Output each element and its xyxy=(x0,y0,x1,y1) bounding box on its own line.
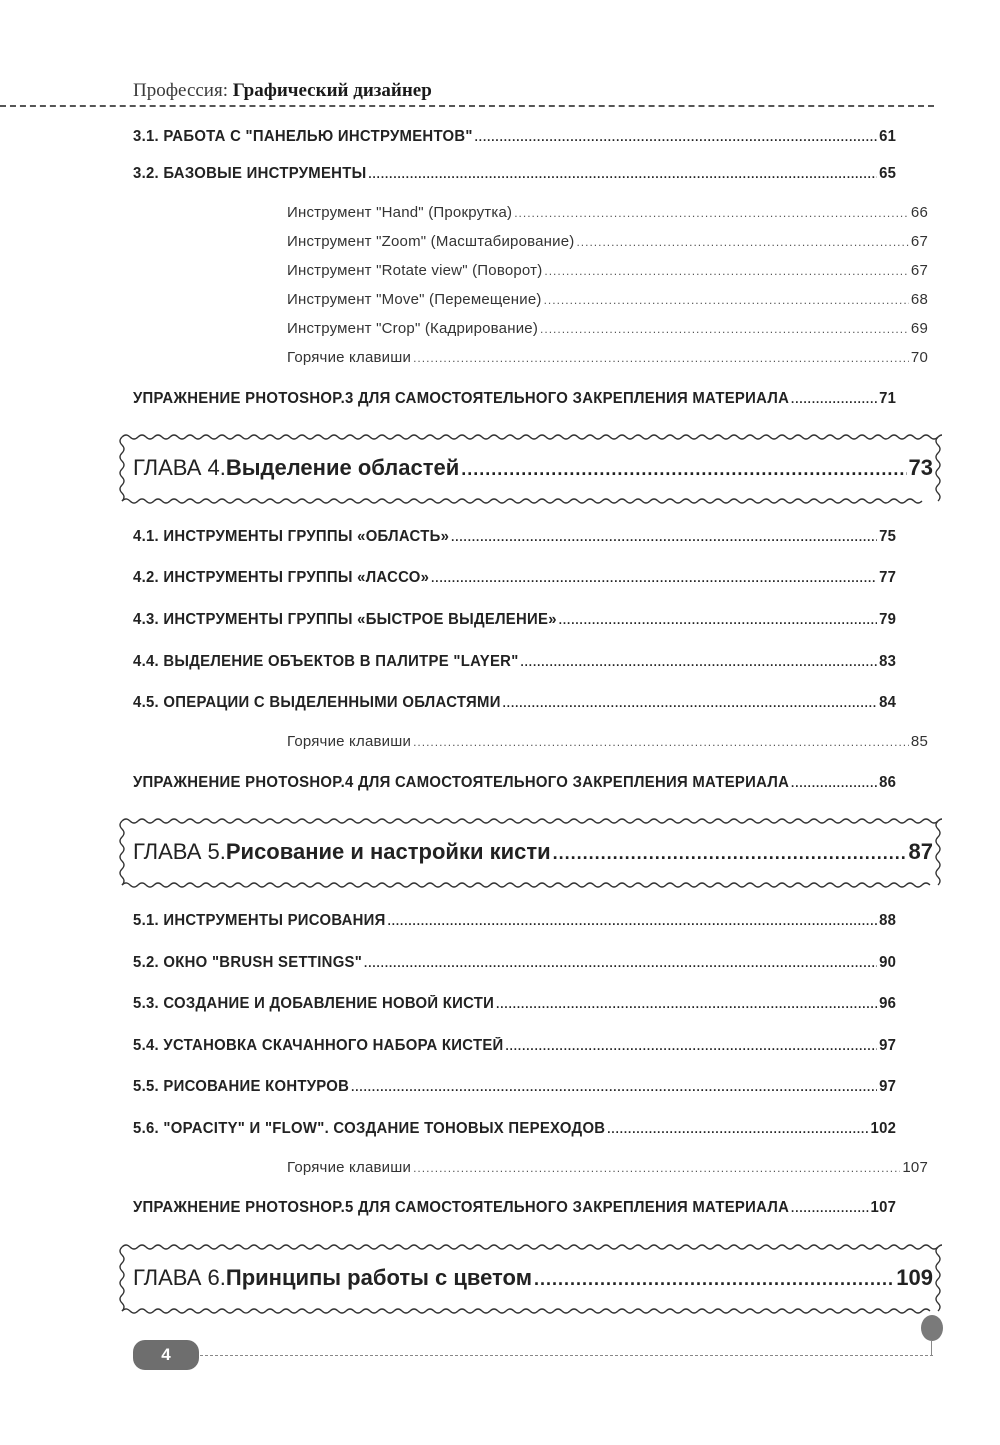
page-ref: 77 xyxy=(879,569,897,586)
footer-divider xyxy=(200,1355,933,1356)
toc-subentry-hand[interactable]: Инструмент "Hand" (Прокрутка) ..... 66 xyxy=(287,204,928,221)
page-ref: 84 xyxy=(879,694,897,711)
toc-entry-4-1[interactable]: 4.1. ИНСТРУМЕНТЫ ГРУППЫ «ОБЛАСТЬ» ..... 75 xyxy=(133,528,896,546)
page-ref: 90 xyxy=(879,954,897,971)
toc-subentry-rotate-view[interactable]: Инструмент "Rotate view" (Поворот) ..... 67 xyxy=(287,262,928,279)
dot-leader xyxy=(534,1269,894,1290)
dot-leader xyxy=(607,1122,868,1136)
page-ref: 88 xyxy=(879,912,897,929)
pin-stem xyxy=(931,1340,932,1355)
chapter-6-box[interactable] xyxy=(118,1243,942,1315)
page-ref: 66 xyxy=(910,204,928,221)
chapter-4-box[interactable] xyxy=(118,433,942,505)
header-prefix: Профессия: xyxy=(133,80,233,101)
page-ref: 67 xyxy=(910,262,928,279)
page-ref: 65 xyxy=(879,165,897,182)
header-divider xyxy=(0,105,934,107)
header-title: Графический дизайнер xyxy=(232,80,432,101)
toc-subentry-hotkeys-5[interactable]: Горячие клавиши ..... 107 xyxy=(287,1159,928,1176)
running-header xyxy=(133,80,432,102)
dot-leader xyxy=(503,696,878,710)
dot-leader xyxy=(544,264,909,278)
chapter-label: ГЛАВА 6. xyxy=(133,1265,226,1290)
chapter-label: ГЛАВА 4. xyxy=(133,455,226,480)
page-ref: 107 xyxy=(902,1159,928,1176)
toc-entry-5-3[interactable]: 5.3. СОЗДАНИЕ И ДОБАВЛЕНИЕ НОВОЙ КИСТИ ..... 96 xyxy=(133,995,896,1013)
toc-subentry-hotkeys-3[interactable]: Горячие клавиши ..... 70 xyxy=(287,349,928,366)
toc-entry-5-2[interactable]: 5.2. ОКНО "BRUSH SETTINGS" ..... 90 xyxy=(133,954,896,972)
dot-leader xyxy=(520,655,877,669)
page-ref: 109 xyxy=(896,1265,933,1290)
dot-leader xyxy=(553,843,907,864)
page-ref: 96 xyxy=(879,995,897,1012)
toc-entry-3-2[interactable]: 3.2. БАЗОВЫЕ ИНСТРУМЕНТЫ ..... 65 xyxy=(133,165,896,183)
dot-leader xyxy=(368,167,877,181)
page-ref: 69 xyxy=(910,320,928,337)
page-ref: 107 xyxy=(870,1199,897,1216)
dot-leader xyxy=(413,351,909,365)
toc-exercise-5[interactable]: УПРАЖНЕНИЕ PHOTOSHOP.5 ДЛЯ САМОСТОЯТЕЛЬНОГО ЗАКРЕПЛЕНИЯ МАТЕРИАЛА ..... 107 xyxy=(133,1199,896,1217)
dot-leader xyxy=(576,235,908,249)
dot-leader xyxy=(496,997,877,1011)
page-ref: 67 xyxy=(910,233,928,250)
toc-entry-4-2[interactable]: 4.2. ИНСТРУМЕНТЫ ГРУППЫ «ЛАССО» ..... 77 xyxy=(133,569,896,587)
toc-exercise-4[interactable]: УПРАЖНЕНИЕ PHOTOSHOP.4 ДЛЯ САМОСТОЯТЕЛЬНОГО ЗАКРЕПЛЕНИЯ МАТЕРИАЛА ..... 86 xyxy=(133,774,896,792)
toc-subentry-crop[interactable]: Инструмент "Crop" (Кадрирование) ..... 69 xyxy=(287,320,928,337)
dot-leader xyxy=(475,130,878,144)
dot-leader xyxy=(791,392,877,406)
toc-entry-5-6[interactable]: 5.6. "OPACITY" И "FLOW". СОЗДАНИЕ ТОНОВЫХ ПЕРЕХОДОВ ..... 102 xyxy=(133,1120,896,1138)
page-ref: 87 xyxy=(908,839,933,864)
page-ref: 83 xyxy=(879,653,897,670)
toc-entry-4-5[interactable]: 4.5. ОПЕРАЦИИ С ВЫДЕЛЕННЫМИ ОБЛАСТЯМИ ..... 84 xyxy=(133,694,896,712)
chapter-label: ГЛАВА 5. xyxy=(133,839,226,864)
page-ref: 97 xyxy=(879,1078,897,1095)
dot-leader xyxy=(413,1161,900,1175)
page-ref: 70 xyxy=(910,349,928,366)
toc-entry-4-4[interactable]: 4.4. ВЫДЕЛЕНИЕ ОБЪЕКТОВ В ПАЛИТРЕ "LAYER" ..... 83 xyxy=(133,653,896,671)
chapter-6-entry[interactable] xyxy=(133,1265,933,1291)
dot-leader xyxy=(791,1201,869,1215)
chapter-title: Рисование и настройки кисти xyxy=(225,839,551,864)
page-ref: 75 xyxy=(879,528,897,545)
dot-leader xyxy=(364,956,877,970)
page-ref: 68 xyxy=(910,291,928,308)
pin-dot-icon xyxy=(921,1315,943,1341)
page-ref: 97 xyxy=(879,1037,897,1054)
toc-entry-4-3[interactable]: 4.3. ИНСТРУМЕНТЫ ГРУППЫ «БЫСТРОЕ ВЫДЕЛЕНИЕ» ..... 79 xyxy=(133,611,896,629)
dot-leader xyxy=(388,914,878,928)
dot-leader xyxy=(505,1039,877,1053)
dot-leader xyxy=(451,530,877,544)
dot-leader xyxy=(791,776,877,790)
toc-subentry-move[interactable]: Инструмент "Move" (Перемещение) ..... 68 xyxy=(287,291,928,308)
dot-leader xyxy=(461,459,906,480)
dot-leader xyxy=(413,735,909,749)
toc-entry-3-1[interactable]: 3.1. РАБОТА С "ПАНЕЛЬЮ ИНСТРУМЕНТОВ" ..... 61 xyxy=(133,128,896,146)
chapter-5-box[interactable] xyxy=(118,817,942,889)
toc-entry-5-1[interactable]: 5.1. ИНСТРУМЕНТЫ РИСОВАНИЯ ..... 88 xyxy=(133,912,896,930)
page-ref: 85 xyxy=(910,733,928,750)
page-ref: 79 xyxy=(879,611,897,628)
page-ref: 86 xyxy=(879,774,897,791)
toc-subentry-zoom[interactable]: Инструмент "Zoom" (Масштабирование) ..... 67 xyxy=(287,233,928,250)
toc-exercise-3[interactable]: УПРАЖНЕНИЕ PHOTOSHOP.3 ДЛЯ САМОСТОЯТЕЛЬНОГО ЗАКРЕПЛЕНИЯ МАТЕРИАЛА ..... 71 xyxy=(133,390,896,408)
toc-entry-5-4[interactable]: 5.4. УСТАНОВКА СКАЧАННОГО НАБОРА КИСТЕЙ ..... 97 xyxy=(133,1037,896,1055)
page-ref: 102 xyxy=(870,1120,897,1137)
page-ref: 61 xyxy=(879,128,897,145)
chapter-5-entry[interactable] xyxy=(133,839,933,865)
chapter-title: Принципы работы с цветом xyxy=(225,1265,532,1290)
dot-leader xyxy=(559,613,877,627)
page-ref: 73 xyxy=(908,455,933,480)
chapter-4-entry[interactable] xyxy=(133,455,933,481)
dot-leader xyxy=(431,571,877,585)
dot-leader xyxy=(540,322,909,336)
page-number-badge: 4 xyxy=(133,1340,199,1370)
dot-leader xyxy=(544,293,909,307)
toc-entry-5-5[interactable]: 5.5. РИСОВАНИЕ КОНТУРОВ ..... 97 xyxy=(133,1078,896,1096)
dot-leader xyxy=(514,206,909,220)
toc-subentry-hotkeys-4[interactable]: Горячие клавиши ..... 85 xyxy=(287,733,928,750)
page-ref: 71 xyxy=(879,390,897,407)
chapter-title: Выделение областей xyxy=(225,455,460,480)
dot-leader xyxy=(351,1080,877,1094)
